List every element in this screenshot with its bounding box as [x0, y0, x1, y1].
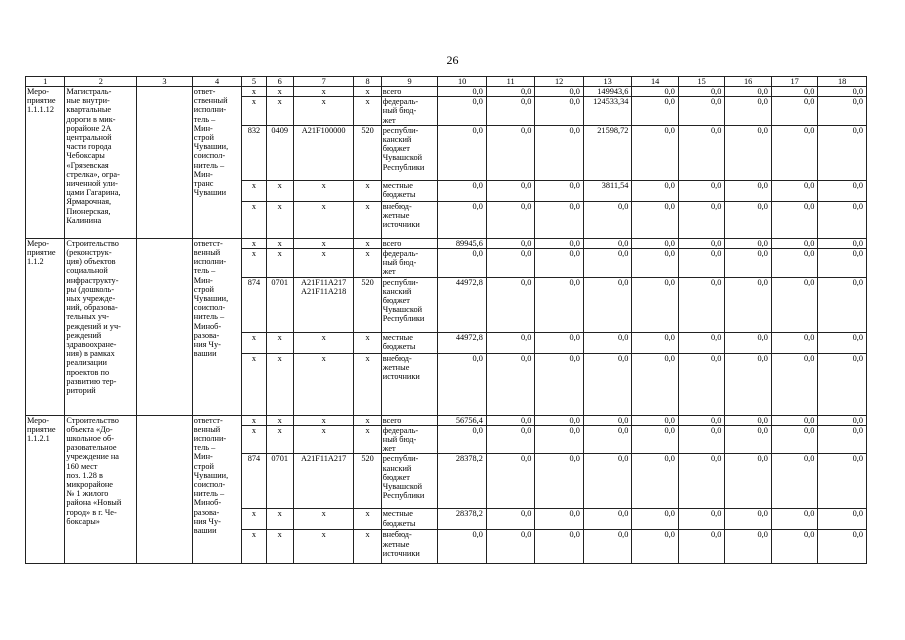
funding-value: 0,0: [818, 332, 867, 353]
funding-value: 0,0: [632, 201, 678, 238]
funding-value: 0,0: [818, 97, 867, 126]
funding-value: 0,0: [771, 125, 817, 180]
funding-value: 0,0: [438, 425, 487, 454]
funding-value: 0,0: [486, 454, 535, 509]
expense-type-code: x: [354, 509, 381, 530]
funding-value: 0,0: [725, 509, 771, 530]
funding-value: 0,0: [535, 125, 584, 180]
header-cell: 4: [192, 77, 242, 87]
funding-value: 0,0: [583, 353, 632, 415]
section-code: x: [266, 238, 293, 248]
funding-value: 0,0: [486, 353, 535, 415]
header-cell: 5: [242, 77, 266, 87]
funding-value: 0,0: [583, 454, 632, 509]
funding-value: 0,0: [632, 125, 678, 180]
funding-value: 0,0: [632, 87, 678, 97]
funding-value: 0,0: [725, 97, 771, 126]
funding-value: 0,0: [583, 415, 632, 425]
measure-label: Меро- приятие 1.1.2: [26, 238, 65, 415]
funding-value: 56756,4: [438, 415, 487, 425]
funding-value: 0,0: [771, 277, 817, 332]
section-code: x: [266, 332, 293, 353]
funding-value: 0,0: [486, 530, 535, 564]
funding-source: всего: [381, 415, 438, 425]
target-article-code: x: [293, 353, 354, 415]
funding-value: 0,0: [486, 125, 535, 180]
funding-value: 0,0: [632, 97, 678, 126]
funding-value: 0,0: [771, 180, 817, 201]
funding-value: 0,0: [771, 415, 817, 425]
funding-value: 0,0: [535, 87, 584, 97]
table-row: [26, 238, 867, 248]
section-code: x: [266, 201, 293, 238]
funding-value: 0,0: [678, 87, 724, 97]
funding-source: местные бюджеты: [381, 180, 438, 201]
header-cell: 16: [725, 77, 771, 87]
funding-value: 0,0: [486, 415, 535, 425]
funding-value: 0,0: [632, 415, 678, 425]
funding-value: 0,0: [632, 425, 678, 454]
funding-value: 0,0: [678, 180, 724, 201]
funding-value: 0,0: [632, 249, 678, 278]
section-code: 0409: [266, 125, 293, 180]
header-cell: 13: [583, 77, 632, 87]
header-cell: 14: [632, 77, 678, 87]
funding-value: 0,0: [583, 509, 632, 530]
header-cell: 2: [65, 77, 137, 87]
funding-value: 28378,2: [438, 509, 487, 530]
funding-value: 0,0: [678, 509, 724, 530]
funding-value: 0,0: [771, 332, 817, 353]
funding-value: 0,0: [771, 201, 817, 238]
funding-value: 0,0: [818, 201, 867, 238]
funding-value: 0,0: [535, 509, 584, 530]
target-article-code: x: [293, 249, 354, 278]
funding-value: 0,0: [535, 97, 584, 126]
measure-name: Строительство (реконструк- ция) объектов социальной инфраструкту- ры (дошколь- ных учрежде- ний, образова- тельных уч- реждений и уч- реждений здравоохране- ния) в рамках реализации проектов по развитию тер- риторий: [65, 238, 137, 415]
funding-value: 0,0: [771, 454, 817, 509]
funding-source: местные бюджеты: [381, 509, 438, 530]
section-code: x: [266, 180, 293, 201]
page-number: 26: [446, 53, 459, 67]
target-article-code: A21F11A217 A21F11A218: [293, 277, 354, 332]
column-3-cell: [137, 87, 193, 239]
measure-name: Строительство объекта «До- школьное об- разовательное учреждение на 160 мест поз. 1.28 в микрорайоне № 1 жилого района «Новый город» в г. Че- боксары»: [65, 415, 137, 564]
funding-value: 0,0: [818, 238, 867, 248]
funding-value: 0,0: [486, 332, 535, 353]
funding-value: 0,0: [583, 249, 632, 278]
funding-value: 0,0: [632, 454, 678, 509]
table-row: [26, 415, 867, 425]
funding-value: 0,0: [535, 277, 584, 332]
grbs-code: 832: [242, 125, 266, 180]
funding-value: 0,0: [486, 238, 535, 248]
funding-value: 0,0: [678, 425, 724, 454]
funding-value: 0,0: [725, 454, 771, 509]
measure-name: Магистраль- ные внутри- квартальные дороги в мик- рорайоне 2А центральной части города Чебоксары «Грязевская стрелка», огра- ниченной ули- цами Гагарина, Ярмарочная, Пионерская, Калинина: [65, 87, 137, 239]
grbs-code: 874: [242, 277, 266, 332]
funding-value: 0,0: [678, 125, 724, 180]
funding-value: 0,0: [771, 249, 817, 278]
funding-value: 0,0: [438, 201, 487, 238]
funding-value: 0,0: [486, 87, 535, 97]
target-article-code: x: [293, 332, 354, 353]
funding-value: 0,0: [725, 415, 771, 425]
funding-value: 0,0: [725, 249, 771, 278]
funding-source: внебюд- жетные источники: [381, 530, 438, 564]
section-code: 0701: [266, 454, 293, 509]
section-code: x: [266, 425, 293, 454]
funding-value: 0,0: [818, 353, 867, 415]
section-code: x: [266, 509, 293, 530]
grbs-code: x: [242, 249, 266, 278]
funding-value: 149943,6: [583, 87, 632, 97]
funding-value: 0,0: [818, 509, 867, 530]
funding-source: республи- канский бюджет Чувашской Республики: [381, 277, 438, 332]
funding-value: 0,0: [438, 180, 487, 201]
funding-value: 0,0: [535, 332, 584, 353]
funding-value: 0,0: [486, 249, 535, 278]
header-cell: 11: [486, 77, 535, 87]
funding-source: федераль- ный бюд- жет: [381, 249, 438, 278]
funding-value: 0,0: [725, 87, 771, 97]
expense-type-code: 520: [354, 125, 381, 180]
funding-value: 0,0: [818, 454, 867, 509]
funding-value: 0,0: [583, 201, 632, 238]
funding-value: 0,0: [678, 332, 724, 353]
funding-value: 0,0: [438, 125, 487, 180]
funding-value: 0,0: [486, 277, 535, 332]
funding-value: 0,0: [583, 238, 632, 248]
target-article-code: x: [293, 509, 354, 530]
funding-value: 0,0: [725, 425, 771, 454]
funding-value: 0,0: [725, 277, 771, 332]
funding-value: 0,0: [818, 180, 867, 201]
funding-value: 0,0: [583, 277, 632, 332]
funding-source: республи- канский бюджет Чувашской Республики: [381, 125, 438, 180]
funding-value: 0,0: [818, 415, 867, 425]
expense-type-code: x: [354, 87, 381, 97]
expense-type-code: x: [354, 249, 381, 278]
header-cell: 6: [266, 77, 293, 87]
funding-value: 44972,8: [438, 277, 487, 332]
funding-value: 0,0: [818, 277, 867, 332]
expense-type-code: x: [354, 238, 381, 248]
expense-type-code: x: [354, 353, 381, 415]
funding-value: 0,0: [771, 509, 817, 530]
funding-value: 0,0: [535, 454, 584, 509]
funding-value: 0,0: [818, 249, 867, 278]
funding-value: 3811,54: [583, 180, 632, 201]
funding-value: 0,0: [583, 425, 632, 454]
target-article-code: x: [293, 238, 354, 248]
expense-type-code: x: [354, 201, 381, 238]
funding-value: 0,0: [678, 530, 724, 564]
section-code: x: [266, 415, 293, 425]
section-code: x: [266, 97, 293, 126]
funding-value: 0,0: [632, 277, 678, 332]
funding-value: 0,0: [678, 277, 724, 332]
funding-value: 0,0: [725, 530, 771, 564]
funding-value: 0,0: [818, 530, 867, 564]
header-cell: 3: [137, 77, 193, 87]
table-row: [26, 87, 867, 97]
funding-value: 0,0: [438, 530, 487, 564]
funding-value: 0,0: [535, 415, 584, 425]
executor-cell: ответ- ственный исполни- тель – Мин- строй Чувашии, соиспол- нитель – Мин- транс Чувашии: [192, 87, 242, 239]
funding-value: 28378,2: [438, 454, 487, 509]
funding-value: 0,0: [438, 87, 487, 97]
funding-value: 0,0: [535, 425, 584, 454]
funding-value: 0,0: [771, 530, 817, 564]
header-cell: 18: [818, 77, 867, 87]
expense-type-code: x: [354, 425, 381, 454]
funding-value: 0,0: [632, 238, 678, 248]
funding-value: 0,0: [486, 425, 535, 454]
funding-value: 0,0: [771, 87, 817, 97]
funding-value: 0,0: [486, 180, 535, 201]
executor-cell: ответст- венный исполни- тель – Мин- строй Чувашии, соиспол- нитель – Миноб- разова- ния Чу- вашии: [192, 415, 242, 564]
funding-source: всего: [381, 87, 438, 97]
header-cell: 12: [535, 77, 584, 87]
funding-source: республи- канский бюджет Чувашской Республики: [381, 454, 438, 509]
target-article-code: x: [293, 425, 354, 454]
funding-value: 0,0: [583, 332, 632, 353]
target-article-code: x: [293, 87, 354, 97]
funding-value: 0,0: [725, 125, 771, 180]
funding-value: 21598,72: [583, 125, 632, 180]
funding-source: федераль- ный бюд- жет: [381, 97, 438, 126]
grbs-code: x: [242, 87, 266, 97]
funding-value: 0,0: [725, 238, 771, 248]
funding-value: 0,0: [725, 353, 771, 415]
executor-cell: ответст- венный исполни- тель – Мин- строй Чувашии, соиспол- нитель – Миноб- разова- ния Чу- вашии: [192, 238, 242, 415]
target-article-code: x: [293, 201, 354, 238]
column-3-cell: [137, 238, 193, 415]
funding-value: 44972,8: [438, 332, 487, 353]
funding-value: 0,0: [535, 353, 584, 415]
funding-value: 0,0: [535, 249, 584, 278]
funding-source: федераль- ный бюд- жет: [381, 425, 438, 454]
funding-value: 0,0: [583, 530, 632, 564]
funding-source: всего: [381, 238, 438, 248]
expense-type-code: x: [354, 180, 381, 201]
section-code: 0701: [266, 277, 293, 332]
funding-value: 0,0: [486, 97, 535, 126]
funding-value: 0,0: [771, 425, 817, 454]
expense-type-code: x: [354, 332, 381, 353]
header-cell: 7: [293, 77, 354, 87]
funding-value: 0,0: [535, 530, 584, 564]
funding-value: 0,0: [438, 353, 487, 415]
funding-value: 0,0: [725, 180, 771, 201]
funding-value: 124533,34: [583, 97, 632, 126]
funding-value: 0,0: [535, 180, 584, 201]
funding-value: 0,0: [678, 353, 724, 415]
grbs-code: x: [242, 238, 266, 248]
funding-value: 0,0: [678, 238, 724, 248]
funding-value: 0,0: [771, 353, 817, 415]
grbs-code: x: [242, 353, 266, 415]
grbs-code: x: [242, 415, 266, 425]
grbs-code: 874: [242, 454, 266, 509]
funding-value: 0,0: [535, 238, 584, 248]
section-code: x: [266, 87, 293, 97]
funding-value: 0,0: [486, 201, 535, 238]
funding-value: 0,0: [632, 180, 678, 201]
header-cell: 10: [438, 77, 487, 87]
expense-type-code: x: [354, 415, 381, 425]
column-3-cell: [137, 415, 193, 564]
budget-table: [25, 76, 867, 564]
header-cell: 17: [771, 77, 817, 87]
header-cell: 8: [354, 77, 381, 87]
header-row: [26, 77, 867, 87]
funding-value: 89945,6: [438, 238, 487, 248]
funding-value: 0,0: [438, 249, 487, 278]
funding-value: 0,0: [632, 509, 678, 530]
target-article-code: A21F100000: [293, 125, 354, 180]
section-code: x: [266, 530, 293, 564]
expense-type-code: 520: [354, 454, 381, 509]
funding-value: 0,0: [535, 201, 584, 238]
header-cell: 9: [381, 77, 438, 87]
funding-value: 0,0: [725, 332, 771, 353]
grbs-code: x: [242, 180, 266, 201]
section-code: x: [266, 353, 293, 415]
expense-type-code: 520: [354, 277, 381, 332]
funding-value: 0,0: [632, 353, 678, 415]
grbs-code: x: [242, 530, 266, 564]
target-article-code: x: [293, 97, 354, 126]
funding-value: 0,0: [818, 425, 867, 454]
expense-type-code: x: [354, 97, 381, 126]
funding-value: 0,0: [725, 201, 771, 238]
funding-value: 0,0: [818, 125, 867, 180]
funding-value: 0,0: [678, 454, 724, 509]
header-cell: 1: [26, 77, 65, 87]
funding-value: 0,0: [678, 415, 724, 425]
funding-value: 0,0: [632, 530, 678, 564]
expense-type-code: x: [354, 530, 381, 564]
target-article-code: A21F11A217: [293, 454, 354, 509]
grbs-code: x: [242, 97, 266, 126]
table-body: [26, 77, 867, 564]
funding-value: 0,0: [771, 97, 817, 126]
grbs-code: x: [242, 509, 266, 530]
grbs-code: x: [242, 332, 266, 353]
funding-value: 0,0: [678, 97, 724, 126]
header-cell: 15: [678, 77, 724, 87]
funding-value: 0,0: [438, 97, 487, 126]
section-code: x: [266, 249, 293, 278]
funding-value: 0,0: [632, 332, 678, 353]
grbs-code: x: [242, 425, 266, 454]
funding-source: внебюд- жетные источники: [381, 353, 438, 415]
funding-source: местные бюджеты: [381, 332, 438, 353]
target-article-code: x: [293, 415, 354, 425]
target-article-code: x: [293, 180, 354, 201]
funding-value: 0,0: [771, 238, 817, 248]
funding-value: 0,0: [818, 87, 867, 97]
measure-label: Меро- приятие 1.1.2.1: [26, 415, 65, 564]
funding-value: 0,0: [678, 201, 724, 238]
grbs-code: x: [242, 201, 266, 238]
funding-value: 0,0: [678, 249, 724, 278]
funding-source: внебюд- жетные источники: [381, 201, 438, 238]
funding-value: 0,0: [486, 509, 535, 530]
measure-label: Меро- приятие 1.1.1.12: [26, 87, 65, 239]
target-article-code: x: [293, 530, 354, 564]
